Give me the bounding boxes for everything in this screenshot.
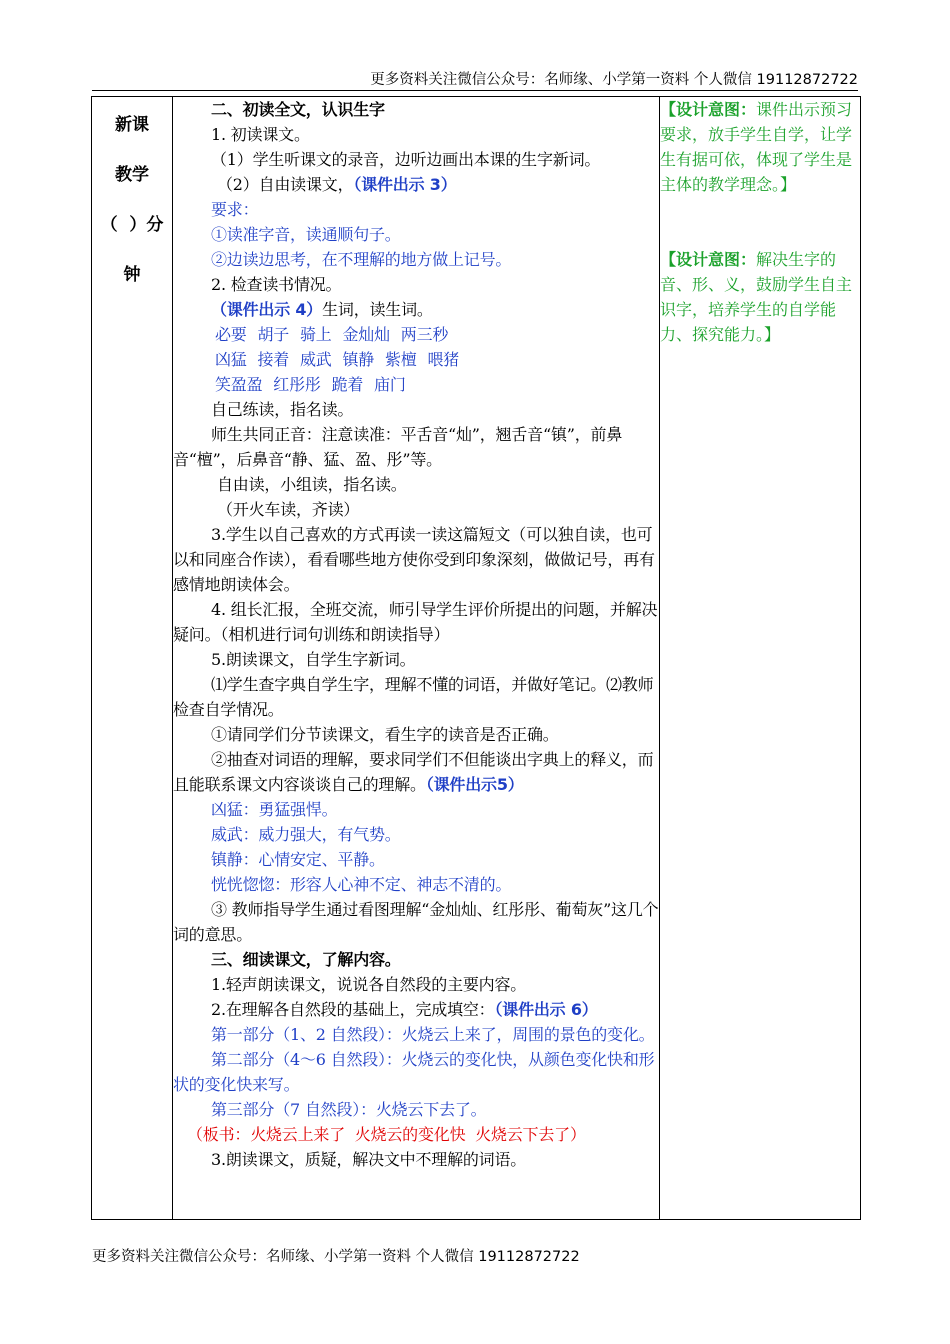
word: 镇静 — [342, 350, 375, 369]
word-list-row-1 — [173, 322, 659, 347]
courseware-ref: （课件出示5） — [425, 775, 524, 794]
paragraph: ①请同学们分节读课文，看生字的读音是否正确。 — [211, 725, 559, 744]
part-summary: 第二部分（4～6 自然段）：火烧云的变化快，从颜色变化快和形状的变化快来写。 — [173, 1050, 655, 1094]
paragraph: 1. 初读课文。 — [211, 125, 310, 144]
design-note-2 — [660, 247, 860, 347]
word: 必要 — [215, 325, 247, 344]
page-header: 更多资料关注微信公众号：名师缘、小学第一资料 个人微信 19112872722 — [370, 72, 858, 88]
page-footer: 更多资料关注微信公众号：名师缘、小学第一资料 个人微信 19112872722 — [92, 1249, 580, 1265]
word: 骑上 — [300, 325, 332, 344]
design-note-1 — [660, 97, 860, 197]
word: 跪着 — [331, 375, 364, 394]
courseware-ref: （课件出示 3） — [353, 175, 457, 194]
design-notes-cell — [660, 97, 861, 1220]
word: 威武 — [300, 350, 332, 369]
paragraph: ②边读边思考，在不理解的地方做上记号。 — [211, 250, 512, 269]
definition: 威武：威力强大，有气势。 — [211, 825, 401, 844]
paragraph: 1.轻声朗读课文，说说各自然段的主要内容。 — [211, 975, 527, 994]
text: 生词，读生词。 — [322, 300, 433, 319]
word-list-row-3 — [173, 372, 659, 397]
definition: 镇静：心情安定、平静。 — [211, 850, 385, 869]
word: 红彤彤 — [273, 375, 321, 394]
word: 凶猛 — [215, 350, 247, 369]
definition: 凶猛：勇猛强悍。 — [211, 800, 338, 819]
word: 紫檀 — [385, 350, 417, 369]
part-summary: 第一部分（1、2 自然段）：火烧云上来了，周围的景色的变化。 — [211, 1025, 655, 1044]
word: 接着 — [257, 350, 290, 369]
paragraph — [173, 172, 659, 197]
word: 胡子 — [257, 325, 290, 344]
text: ②抽查对词语的理解，要求同学们不但能谈出字典上的释义，而且能联系课文内容谈谈自己的理解。 — [173, 750, 654, 794]
paragraph — [173, 747, 659, 797]
note-label: 【设计意图： — [660, 250, 757, 269]
part-summary: 第三部分（7 自然段）：火烧云下去了。 — [211, 1100, 487, 1119]
section-label-line3: （ ）分 — [100, 215, 164, 235]
heading-3: 三、细读课文，了解内容。 — [211, 950, 401, 969]
note-text: 课件出示预习要求，放手学生自学，让学生有据可依，体现了学生是主体的教学理念。】 — [660, 100, 853, 194]
paragraph: 自己练读，指名读。 — [211, 400, 354, 419]
paragraph: 师生共同正音：注意读准：平舌音“灿”，翘舌音“镇”，前鼻音“檀”，后鼻音“静、猛、盈、彤”等。 — [173, 425, 623, 469]
courseware-ref: （课件出示 4） — [211, 300, 323, 319]
definition: 恍恍惚惚：形容人心神不定、神志不清的。 — [211, 875, 512, 894]
paragraph: 2. 检查读书情况。 — [211, 275, 342, 294]
paragraph — [173, 997, 659, 1022]
paragraph: 要求： — [211, 200, 259, 219]
word: 喂猪 — [427, 350, 460, 369]
section-label-line4: 钟 — [123, 265, 141, 285]
paragraph: ①读准字音，读通顺句子。 — [211, 225, 401, 244]
word: 笑盈盈 — [215, 375, 263, 394]
paragraph: 3.学生以自己喜欢的方式再读一读这篇短文（可以独自读，也可以和同座合作读），看看哪些地方使你受到印象深刻，做做记号，再有感情地朗读体会。 — [173, 525, 655, 594]
word: 庙门 — [374, 375, 406, 394]
paragraph: 5.朗读课文，自学生字新词。 — [211, 650, 416, 669]
word-list-row-2 — [173, 347, 659, 372]
paragraph: 4. 组长汇报，全班交流，师引导学生评价所提出的问题，并解决疑问。（相机进行词句训练和朗读指导） — [173, 600, 658, 644]
section-label-line2: 教学 — [115, 165, 149, 185]
paragraph: 自由读，小组读，指名读。 — [217, 475, 407, 494]
paragraph — [173, 297, 659, 322]
blackboard-note: （板书：火烧云上来了 火烧云的变化快 火烧云下去了） — [187, 1125, 586, 1144]
paragraph: ⑴学生查字典自学生字，理解不懂的词语，并做好笔记。⑵教师检查自学情况。 — [173, 675, 654, 719]
paragraph: （1）学生听课文的录音，边听边画出本课的生字新词。 — [211, 150, 601, 169]
header-rule — [92, 90, 858, 91]
section-label-line1: 新课 — [115, 115, 149, 135]
content-cell — [173, 97, 660, 1220]
courseware-ref: （课件出示 6） — [494, 1000, 598, 1019]
paragraph: （开火车读，齐读） — [217, 500, 360, 519]
note-text: 解决生字的音、形、义，鼓励学生自主识字，培养学生的自学能力、探究能力。】 — [660, 250, 853, 344]
text: （2）自由读课文， — [217, 175, 354, 194]
heading-2: 二、初读全文，认识生字 — [211, 100, 385, 119]
word: 金灿灿 — [342, 325, 390, 344]
paragraph: ③ 教师指导学生通过看图理解“金灿灿、红彤彤、葡萄灰”这几个词的意思。 — [173, 900, 659, 944]
section-label-cell — [92, 97, 173, 1220]
lesson-table — [91, 96, 861, 1220]
note-label: 【设计意图： — [660, 100, 757, 119]
word: 两三秒 — [400, 325, 449, 344]
paragraph: 3.朗读课文，质疑，解决文中不理解的词语。 — [211, 1150, 527, 1169]
text: 2.在理解各自然段的基础上，完成填空： — [211, 1000, 495, 1019]
